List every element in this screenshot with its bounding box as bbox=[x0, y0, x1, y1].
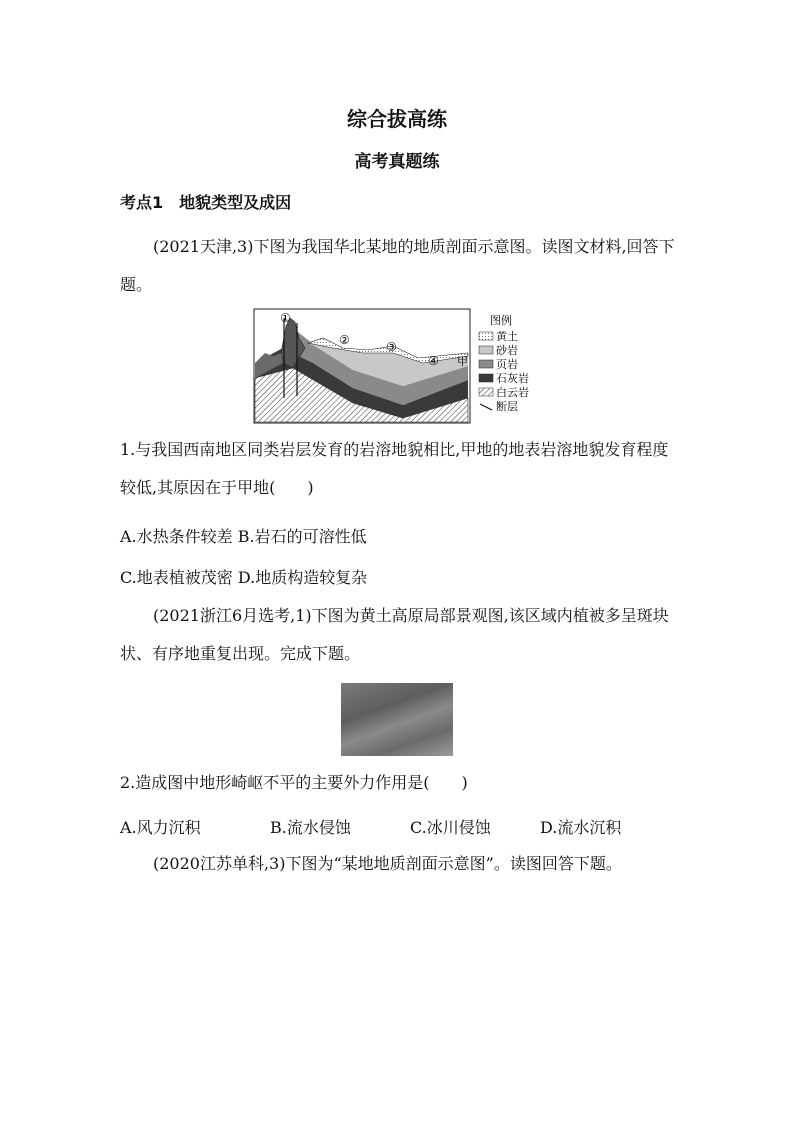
marker-2: ② bbox=[339, 333, 350, 347]
legend-swatch-sandstone bbox=[479, 346, 493, 354]
section-heading: 考点1 地貌类型及成因 bbox=[120, 193, 292, 212]
intro-paragraph-2: (2021浙江6月选考,1)下图为黄土高原局部景观图,该区域内植被多呈斑块状、有序地重复出现。完成下题。 bbox=[120, 606, 669, 663]
intro-paragraph-3: (2020江苏单科,3)下图为“某地地质剖面示意图”。读图回答下题。 bbox=[153, 854, 622, 873]
loess-plateau-photo bbox=[341, 683, 453, 756]
page-subtitle: 高考真题练 bbox=[354, 152, 440, 172]
legend-dolomite: 白云岩 bbox=[496, 386, 529, 399]
legend-limestone: 石灰岩 bbox=[496, 372, 529, 385]
option-d: D.流水沉积 bbox=[540, 818, 622, 837]
page-title: 综合拔高练 bbox=[347, 107, 447, 131]
legend-title: 图例 bbox=[490, 314, 512, 327]
legend-shale: 页岩 bbox=[496, 358, 518, 371]
legend-loess: 黄土 bbox=[496, 330, 518, 343]
legend-fault: 断层 bbox=[496, 400, 518, 413]
question-2-options bbox=[120, 815, 621, 838]
intro-paragraph-1: (2021天津,3)下图为我国华北某地的地质剖面示意图。读图文材料,回答下题。 bbox=[120, 237, 675, 294]
marker-jia: 甲 bbox=[457, 355, 468, 368]
geologic-section-figure bbox=[253, 308, 545, 426]
question-2-stem: 2.造成图中地形崎岖不平的主要外力作用是( ) bbox=[120, 773, 468, 792]
marker-1: ① bbox=[280, 311, 291, 325]
option-a: A.风力沉积 bbox=[120, 818, 201, 837]
option-c: C.冰川侵蚀 bbox=[410, 818, 491, 837]
legend-swatch-loess bbox=[479, 332, 493, 340]
legend-swatch-shale bbox=[479, 360, 493, 368]
legend-sandstone: 砂岩 bbox=[496, 344, 518, 357]
question-1-stem: 1.与我国西南地区同类岩层发育的岩溶地貌相比,甲地的地表岩溶地貌发育程度较低,其原因在于甲地( ) bbox=[120, 440, 669, 497]
legend-swatch-fault bbox=[480, 404, 492, 410]
question-1-options-row-1: A.水热条件较差 B.岩石的可溶性低 bbox=[120, 527, 367, 546]
marker-4: ④ bbox=[428, 354, 439, 368]
question-1-options-row-2: C.地表植被茂密 D.地质构造较复杂 bbox=[120, 568, 368, 587]
option-b: B.流水侵蚀 bbox=[270, 818, 351, 837]
legend-swatch-dolomite bbox=[479, 388, 493, 396]
marker-3: ③ bbox=[386, 340, 397, 354]
legend-swatch-limestone bbox=[479, 374, 493, 382]
